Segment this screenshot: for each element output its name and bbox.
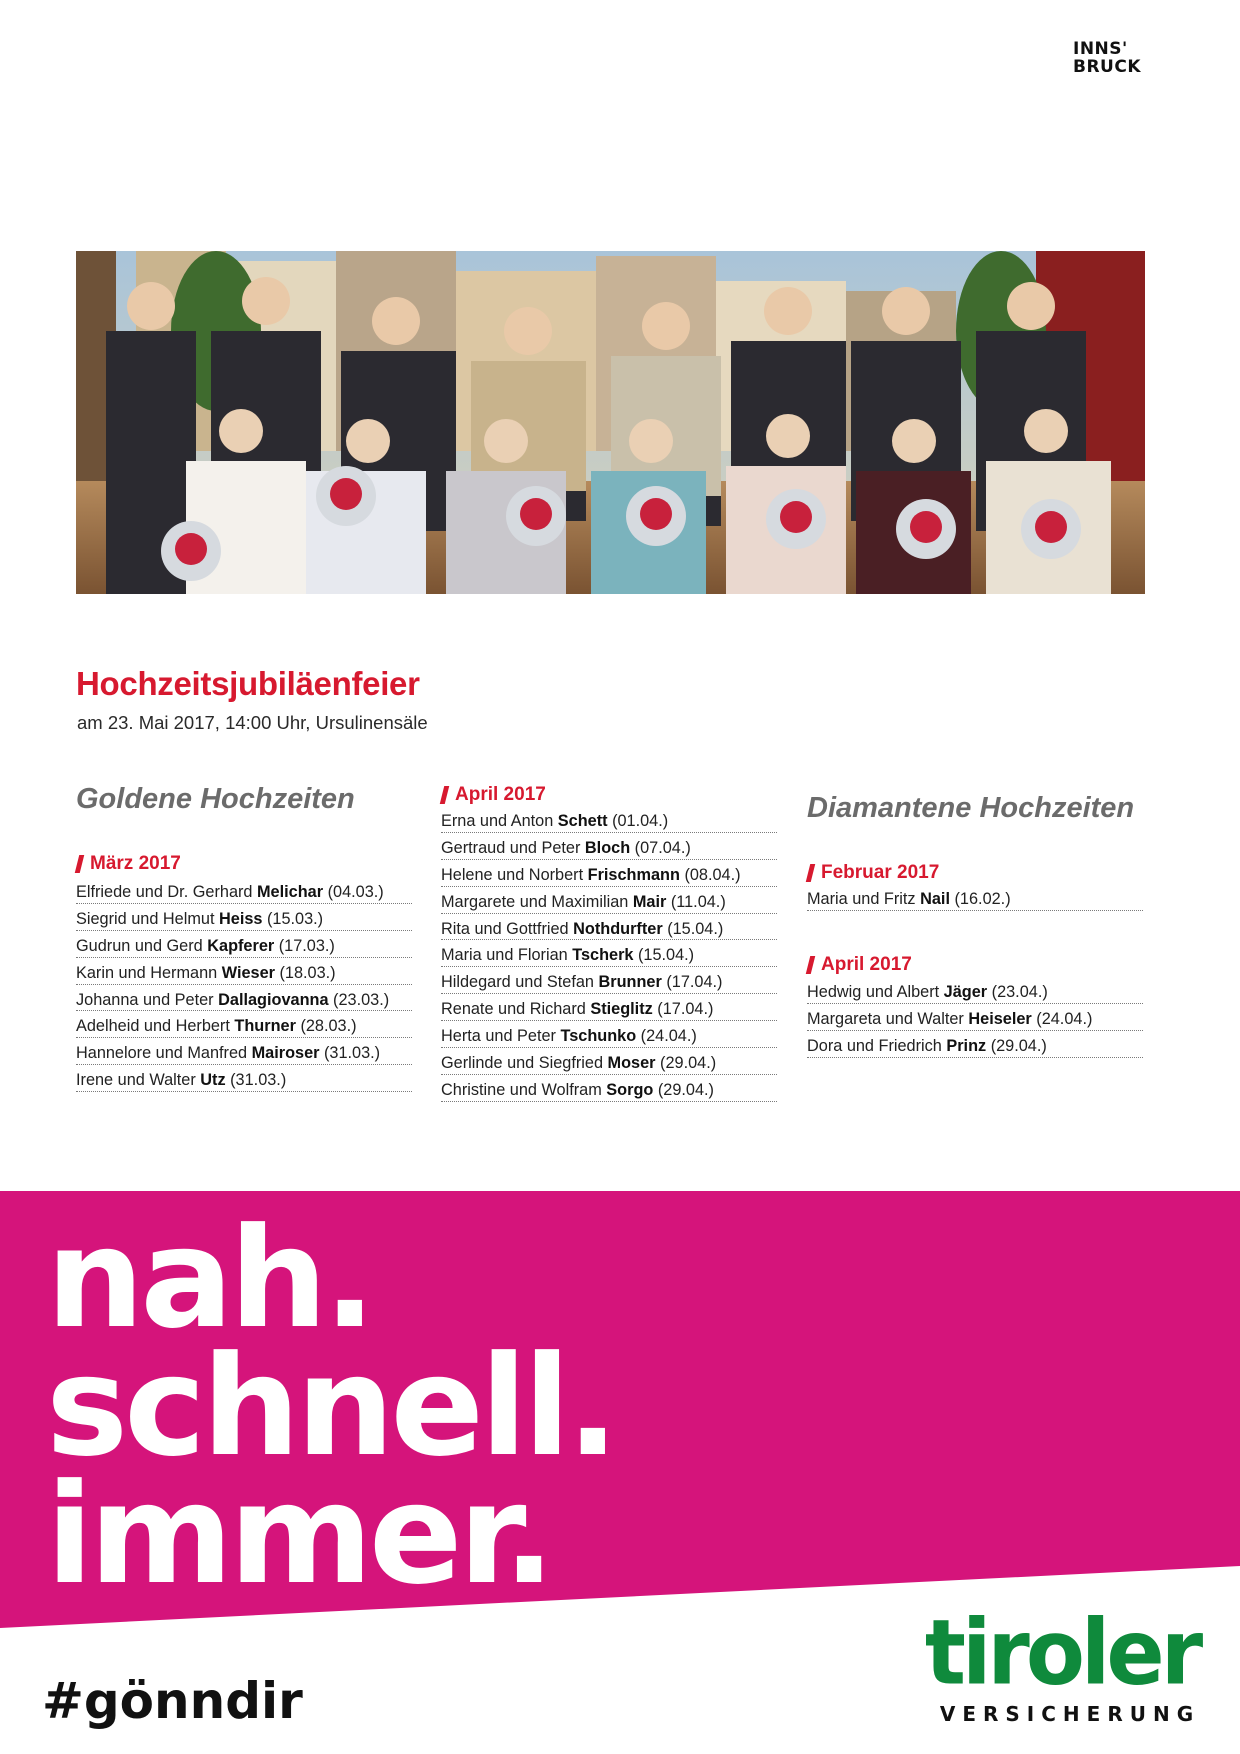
couple-first-names: Johanna und Peter (76, 990, 219, 1009)
couple-surname: Moser (607, 1054, 656, 1073)
couple-surname: Frischmann (587, 865, 680, 884)
couple-first-names: Christine und Wolfram (441, 1080, 607, 1099)
couple-surname: Kapferer (207, 936, 275, 955)
list-item (76, 958, 412, 985)
anniversary-date: (15.04.) (633, 946, 695, 965)
couple-first-names: Karin und Hermann (76, 963, 222, 982)
couple-first-names: Renate und Richard (441, 1000, 591, 1019)
golden-heading: Goldene Hochzeiten (76, 783, 355, 815)
couple-first-names: Rita und Gottfried (441, 919, 574, 938)
logo-line-1: INNS' (1073, 39, 1128, 59)
couple-first-names: Siegrid und Helmut (76, 909, 219, 928)
tiroler-logo (918, 1600, 1206, 1730)
couple-first-names: Helene und Norbert (441, 865, 588, 884)
anniversary-date: (16.02.) (949, 890, 1011, 908)
couple-first-names: Gudrun und Gerd (76, 936, 208, 955)
couple-surname: Brunner (598, 973, 662, 992)
month-marker-icon (75, 855, 84, 873)
couple-first-names: Margareta und Walter (807, 1009, 969, 1028)
couple-surname: Nothdurfter (573, 919, 663, 938)
list-item (441, 914, 777, 941)
month-label-text: März 2017 (90, 853, 181, 874)
innsbruck-logo (1073, 40, 1141, 76)
tiroler-wordmark: tiroler (924, 1600, 1200, 1706)
anniversary-date: (29.04.) (655, 1054, 717, 1073)
month-marker-icon (440, 786, 449, 804)
list-item (441, 1021, 777, 1048)
list-item (807, 884, 1143, 911)
month-label-february (808, 862, 939, 884)
diamond-april-list (807, 977, 1143, 1058)
couple-surname: Prinz (946, 1036, 987, 1055)
list-item (441, 833, 777, 860)
couple-surname: Mairoser (251, 1044, 320, 1063)
list-item (441, 994, 777, 1021)
anniversary-date: (24.04.) (636, 1027, 697, 1046)
couple-surname: Nail (920, 890, 950, 908)
list-item (807, 1004, 1143, 1031)
anniversary-date: (15.04.) (662, 919, 724, 938)
month-label-text: Februar 2017 (821, 862, 940, 883)
event-subtitle: am 23. Mai 2017, 14:00 Uhr, Ursulinensäle (77, 712, 428, 733)
couple-first-names: Margarete und Maximilian (441, 892, 633, 911)
anniversary-date: (17.04.) (661, 973, 723, 992)
month-label-april (442, 784, 546, 806)
couple-surname: Thurner (234, 1017, 296, 1036)
list-item (441, 860, 777, 887)
tiroler-subline: VERSICHERUNG (939, 1702, 1201, 1726)
couple-surname: Wieser (221, 963, 275, 982)
anniversary-date: (07.04.) (630, 838, 691, 857)
list-item (807, 1031, 1143, 1058)
month-label-text: April 2017 (455, 784, 546, 805)
month-marker-icon (806, 864, 815, 882)
couple-first-names: Gertraud und Peter (441, 838, 585, 857)
couple-first-names: Gerlinde und Siegfried (441, 1054, 608, 1073)
list-item (76, 904, 412, 931)
list-item (76, 985, 412, 1012)
list-item (76, 877, 412, 904)
couple-surname: Melichar (257, 883, 324, 901)
couple-surname: Bloch (584, 838, 631, 857)
list-item (807, 977, 1143, 1004)
couple-first-names: Maria und Fritz (807, 890, 921, 908)
month-marker-icon (806, 956, 815, 974)
couple-first-names: Erna und Anton (441, 812, 558, 830)
couple-surname: Schett (557, 812, 608, 830)
couple-first-names: Adelheid und Herbert (76, 1017, 235, 1036)
logo-line-2: BRUCK (1073, 57, 1142, 77)
anniversary-date: (24.04.) (1031, 1009, 1093, 1028)
couple-surname: Mair (632, 892, 667, 911)
month-label-diamond-april (808, 954, 912, 976)
list-item (441, 940, 777, 967)
anniversary-date: (23.03.) (328, 990, 390, 1009)
hashtag: #gönndir (42, 1672, 303, 1730)
slogan-line-3: immer. (46, 1454, 552, 1615)
slogan-line-2: schnell. (46, 1326, 616, 1487)
couple-surname: Jäger (943, 983, 988, 1001)
couple-surname: Utz (200, 1071, 226, 1090)
month-label-text: April 2017 (821, 954, 912, 975)
list-item (441, 887, 777, 914)
couple-first-names: Hannelore und Manfred (76, 1044, 252, 1063)
couple-surname: Dallagiovanna (218, 990, 329, 1009)
couple-first-names: Hildegard und Stefan (441, 973, 599, 992)
list-item (76, 1011, 412, 1038)
couple-surname: Heiss (219, 909, 263, 928)
anniversary-date: (11.04.) (666, 892, 726, 911)
list-item (441, 1048, 777, 1075)
couple-first-names: Irene und Walter (76, 1071, 201, 1090)
golden-march-list (76, 877, 412, 1092)
anniversary-date: (04.03.) (323, 883, 384, 901)
anniversary-date: (28.03.) (295, 1017, 357, 1036)
couple-first-names: Maria und Florian (441, 946, 573, 965)
diamond-heading: Diamantene Hochzeiten (807, 792, 1135, 824)
list-item (76, 1038, 412, 1065)
golden-april-list (441, 806, 777, 1102)
couple-first-names: Elfriede und Dr. Gerhard (76, 883, 257, 901)
group-photo (76, 251, 1145, 594)
list-item (441, 967, 777, 994)
anniversary-date: (17.03.) (274, 936, 335, 955)
anniversary-date: (18.03.) (274, 963, 336, 982)
couple-first-names: Hedwig und Albert (807, 983, 944, 1001)
anniversary-date: (31.03.) (225, 1071, 287, 1090)
anniversary-date: (29.04.) (653, 1080, 714, 1099)
couple-first-names: Dora und Friedrich (807, 1036, 947, 1055)
anniversary-date: (08.04.) (679, 865, 741, 884)
couple-surname: Sorgo (606, 1080, 654, 1099)
anniversary-date: (29.04.) (986, 1036, 1047, 1055)
list-item (441, 1075, 777, 1102)
anniversary-date: (23.04.) (987, 983, 1048, 1001)
couple-first-names: Herta und Peter (441, 1027, 561, 1046)
couple-surname: Tscherk (572, 946, 634, 965)
list-item (441, 806, 777, 833)
event-title: Hochzeitsjubiläenfeier (76, 665, 420, 702)
slogan-line-1: nah. (46, 1198, 373, 1359)
anniversary-date: (31.03.) (319, 1044, 381, 1063)
couple-surname: Heiseler (968, 1009, 1032, 1028)
month-label-march (77, 853, 181, 875)
couple-surname: Tschunko (560, 1027, 637, 1046)
list-item (76, 1065, 412, 1092)
anniversary-date: (15.03.) (262, 909, 324, 928)
couple-surname: Stieglitz (590, 1000, 653, 1019)
anniversary-date: (01.04.) (607, 812, 669, 830)
diamond-february-list (807, 884, 1143, 911)
list-item (76, 931, 412, 958)
anniversary-date: (17.04.) (652, 1000, 714, 1019)
